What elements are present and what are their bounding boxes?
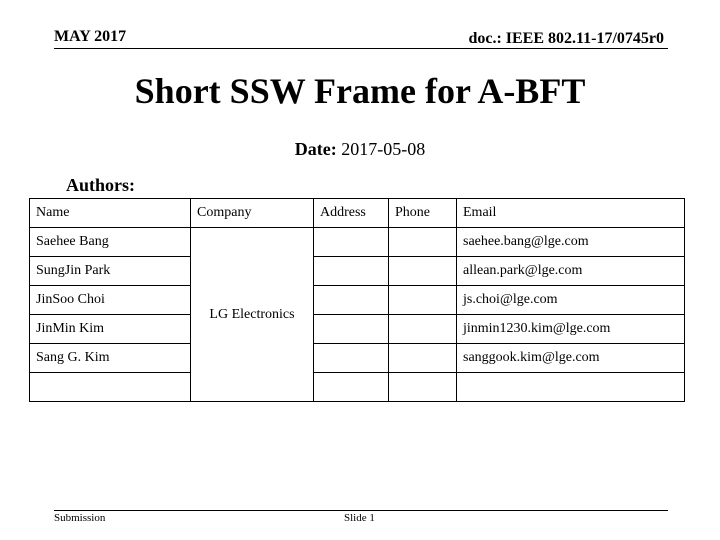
date-line [0,139,720,160]
table-row [30,373,685,402]
authors-heading: Authors: [66,175,136,195]
footer-submission: Submission [54,512,106,524]
author-name [30,373,191,402]
author-name: Sang G. Kim [30,344,191,373]
footer-divider [54,510,668,511]
col-header-email: Email [457,199,685,228]
table-row [30,228,685,257]
author-email: sanggook.kim@lge.com [457,344,685,373]
author-address [314,315,389,344]
author-address [314,228,389,257]
header-doc-id: doc.: IEEE 802.11-17/0745r0 [468,30,664,47]
header-divider [54,48,668,49]
author-email: allean.park@lge.com [457,257,685,286]
col-header-address: Address [314,199,389,228]
author-phone [389,373,457,402]
col-header-company: Company [191,199,314,228]
header-date: MAY 2017 [54,28,127,45]
author-address [314,286,389,315]
author-email: jinmin1230.kim@lge.com [457,315,685,344]
slide-title: Short SSW Frame for A-BFT [134,71,586,111]
author-company: LG Electronics [191,228,314,402]
slide-number: Slide 1 [344,512,375,524]
col-header-name: Name [30,199,191,228]
author-address [314,344,389,373]
author-phone [389,315,457,344]
author-name: SungJin Park [30,257,191,286]
table-row [30,344,685,373]
table-row [30,257,685,286]
author-address [314,257,389,286]
author-name: JinMin Kim [30,315,191,344]
table-row [30,286,685,315]
author-phone [389,228,457,257]
author-name: Saehee Bang [30,228,191,257]
authors-table [29,198,685,402]
author-email: saehee.bang@lge.com [457,228,685,257]
author-phone [389,257,457,286]
author-phone [389,286,457,315]
author-email: js.choi@lge.com [457,286,685,315]
author-address [314,373,389,402]
date-value: 2017-05-08 [341,139,426,159]
table-row [30,315,685,344]
col-header-phone: Phone [389,199,457,228]
author-email [457,373,685,402]
author-phone [389,344,457,373]
author-name: JinSoo Choi [30,286,191,315]
date-label: Date: [294,139,337,159]
table-header-row [30,199,685,228]
